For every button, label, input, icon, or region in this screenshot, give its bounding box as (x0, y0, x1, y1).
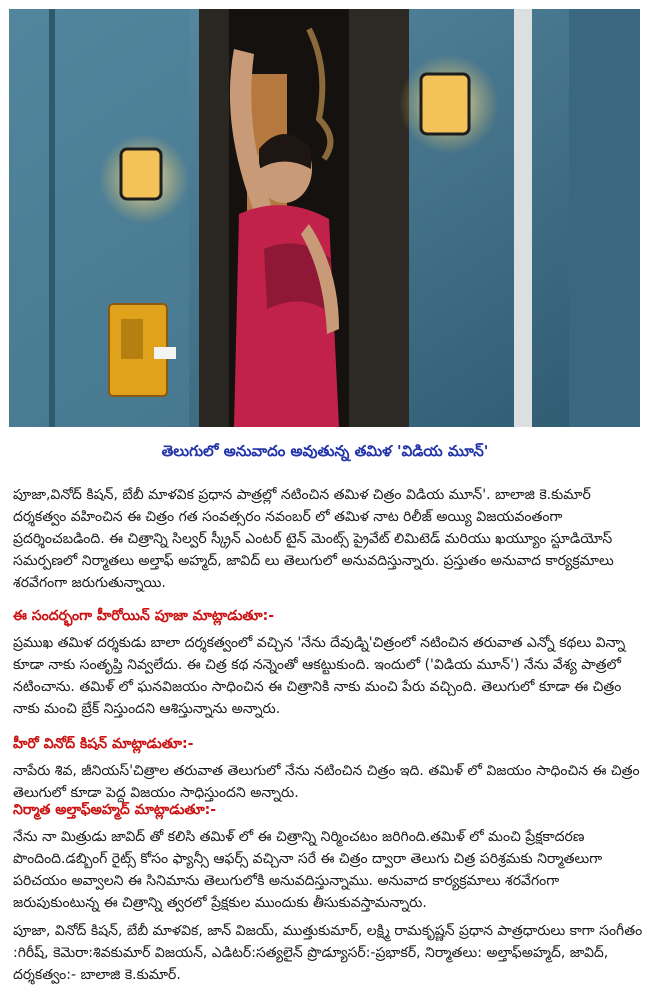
producer-heading: నిర్మాత అల్తాఫ్అహ్మద్ మాట్లాడుతూ:- (13, 802, 217, 818)
vinod-heading: హీరో వినోద్ కిషన్ మాట్లాడుతూ:- (13, 736, 194, 752)
intro-paragraph: పూజా,వినోద్ కిషన్, బేబీ మాళవిక ప్రధాన పాత్రల్లో నటించిన తమిళ చిత్రం విడియ మూన్'. బాలాజి కె.కుమార్ దర్శకత్వం వహించిన ఈ చిత్రం గత సంవత్సరం నవంబర్ లో తమిళ నాట రిలీజ్ అయ్యి విజయవంతంగా ప్రదర్శించబడింది. ఈ చిత్రాన్ని సిల్వర్ స్క్రీన్ ఎంటర్ టైన్ మెంట్స్ ప్రైవేట్ లిమిటెడ్ మరియు ఖయ్యూం స్టూడియోస్ సమర్పణలో నిర్మాతలు అల్తాఫ్ అహ్మద్, జావిద్ లు తెలుగులో అనువదిస్తున్నారు. ప్రస్తుతం అనువాద కార్యక్రమాలు శరవేగంగా జరుగుతున్నాయి. (13, 487, 614, 591)
photo-illustration (9, 9, 640, 427)
door-frame-right (349, 9, 409, 427)
door-frame-left (199, 9, 229, 427)
vinod-paragraph: నాపేరు శివ, జీనియస్'చిత్రాల తరువాత తెలుగులో నేను నటించిన చిత్రం ఇది. తమిళ్ లో విజయం సాధించిన ఈ చిత్రం తెలుగులో కూడా పెద్ద విజయం సాధిస్తుందని అన్నారు. (13, 763, 640, 801)
wall-lamp-right (421, 74, 469, 134)
actress-saree (234, 205, 339, 427)
article-headline: తెలుగులో అనువాదం అవుతున్న తమిళ 'విడియ మూన్' (161, 442, 489, 460)
pooja-heading: ఈ సందర్భంగా హీరోయిన్ పూజా మాట్లాడుతూ:- (13, 608, 275, 624)
producer-paragraph: నేను నా మిత్రుడు జావిద్ తో కలిసి తమిళ్ లో ఈ చిత్రాన్ని నిర్మించటం జరిగింది.తమిళ్ లో మంచి ప్రేక్షకాదరణ పొందింది.డబ్బింగ్ రైట్స్ కోసం ఫ్యాన్సీ ఆఫర్స్ వచ్చినా సరే ఈ చిత్రం ద్వారా తెలుగు చిత్ర పరిశ్రమకు నిర్మాతలుగా పరిచయం అవ్వాలని ఈ సినిమాను తెలుగులోకి అనువదిస్తున్నాము. అనువాద కార్యక్రమాలు శరవేగంగా జరుపుకుంటున్న ఈ చిత్రాన్ని త్వరలో ప్రేక్షకుల ముందుకు తీసుకువస్తామన్నారు. (13, 829, 603, 911)
pooja-paragraph: ప్రముఖ తమిళ దర్శకుడు బాలా దర్శకత్వంలో వచ్చిన 'నేను దేవుడ్ని'చిత్రంలో నటించిన తరువాత ఎన్నో కథలు విన్నా కూడా నాకు సంతృప్తి నివ్వలేదు. ఈ చిత్ర కథ నన్నెంతో ఆకట్టుకుంది. ఇందులో ('విడియ మూన్') నేను వేశ్య పాత్రలో నటించాను. తమిళ్ లో ఘనవిజయం సాధించిన ఈ చిత్రానికి నాకు మంచి పేరు వచ్చింది. తెలుగులో కూడా ఈ చిత్రం నాకు మంచి బ్రేక్ నిస్తుందని ఆశిస్తున్నాను అన్నారు. (13, 635, 626, 717)
wall-lamp-left (121, 149, 161, 199)
film-still-photo (9, 9, 640, 427)
credits-paragraph: పూజా, వినోద్ కిషన్, బేబీ మాళవిక, జాన్ విజయ్, ముత్తుకుమార్, లక్ష్మి రామకృష్ణన్ ప్రధాన పాత్రధారులు కాగా సంగీతం :గిరీష్, కెమెరా:శివకుమార్ విజయన్, ఎడిటర్:సత్యలైన్ ప్రొడ్యూసర్:-ప్రభాకర్, నిర్మాతలు: అల్తాఫ్అహ్మద్, జావిద్, దర్శకత్వం:- బాలాజి కె.కుమార్. (13, 923, 643, 983)
